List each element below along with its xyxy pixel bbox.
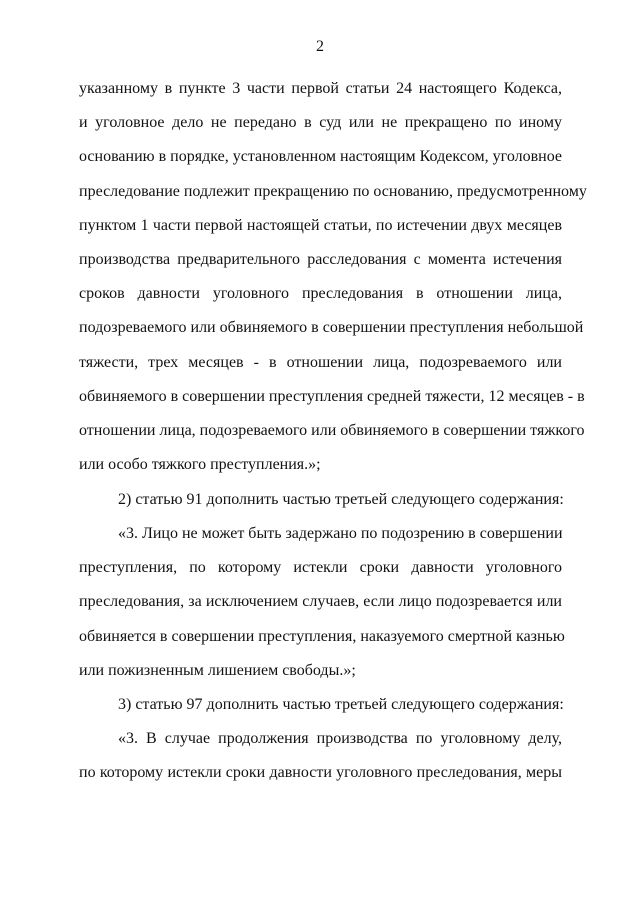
text-line: обвиняемого в совершении преступления средней тяжести, 12 месяцев - в	[79, 387, 585, 405]
text-line: и уголовное дело не передано в суд или не прекращено по иному	[79, 114, 562, 132]
text-line: по которому истекли сроки давности уголовного преследования, меры	[79, 764, 562, 782]
text-line: тяжести, трех месяцев - в отношении лица, подозреваемого или	[79, 353, 562, 371]
text-line: 3) статью 97 дополнить частью третьей следующего содержания:	[118, 696, 564, 713]
text-line: преследования, за исключением случаев, если лицо подозревается или	[79, 593, 562, 611]
text-line: или особо тяжкого преступления.»;	[79, 456, 321, 474]
text-line: обвиняется в совершении преступления, наказуемого смертной казнью	[79, 627, 565, 645]
text-line: указанному в пункте 3 части первой статьи 24 настоящего Кодекса,	[79, 80, 562, 97]
text-line: или пожизненным лишением свободы.»;	[79, 661, 356, 679]
paragraph-item-2	[79, 483, 562, 517]
text-line: пунктом 1 части первой настоящей статьи, по истечении двух месяцев	[79, 216, 562, 234]
paragraph-continuation	[79, 72, 587, 482]
text-line: «3. В случае продолжения производства по уголовному делу,	[118, 730, 562, 747]
page-number: 2	[316, 38, 324, 55]
text-line: производства предварительного расследования с момента истечения	[79, 250, 562, 268]
paragraph-quote-article-91	[79, 517, 565, 688]
text-line: основанию в порядке, установленном настоящим Кодексом, уголовное	[79, 148, 562, 166]
text-line: подозреваемого или обвиняемого в совершении преступления небольшой	[79, 319, 584, 337]
paragraph-quote-article-97	[79, 722, 562, 790]
text-line: «3. Лицо не может быть задержано по подозрению в совершении	[118, 525, 563, 542]
paragraph-item-3	[79, 688, 562, 722]
text-line: 2) статью 91 дополнить частью третьей следующего содержания:	[118, 491, 564, 508]
text-line: преследование подлежит прекращению по основанию, предусмотренному	[79, 182, 587, 200]
text-line: отношении лица, подозреваемого или обвиняемого в совершении тяжкого	[79, 421, 585, 439]
text-line: сроков давности уголовного преследования в отношении лица,	[79, 285, 562, 303]
text-line: преступления, по которому истекли сроки давности уголовного	[79, 559, 562, 577]
